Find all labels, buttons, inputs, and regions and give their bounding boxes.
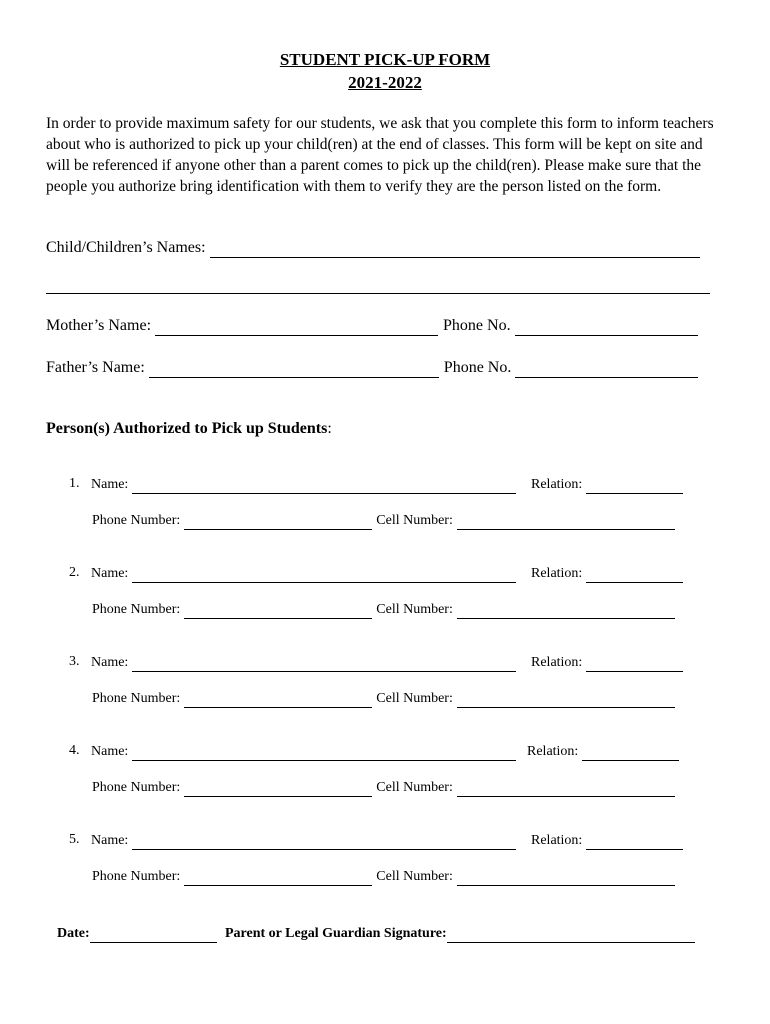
person-relation-line[interactable] (586, 480, 683, 494)
person-cell-line[interactable] (457, 694, 675, 708)
person-number: 1. (69, 476, 80, 491)
father-name-line[interactable] (149, 362, 439, 378)
authorized-section-label: Person(s) Authorized to Pick up Students (46, 420, 328, 437)
person-relation-field (531, 832, 683, 850)
person-relation-field (527, 743, 679, 761)
person-cell-label: Cell Number: (376, 780, 453, 795)
person-phone-line[interactable] (184, 694, 372, 708)
person-phone-label: Phone Number: (92, 513, 181, 528)
person-cell-line[interactable] (457, 516, 675, 530)
father-name-label: Father’s Name: (46, 359, 145, 376)
person-cell-label: Cell Number: (376, 691, 453, 706)
father-field (46, 358, 698, 378)
mother-phone-line[interactable] (515, 320, 698, 336)
person-number: 2. (69, 565, 80, 580)
person-cell-label: Cell Number: (376, 602, 453, 617)
person-phone-label: Phone Number: (92, 780, 181, 795)
father-phone-line[interactable] (515, 362, 698, 378)
date-field (57, 925, 217, 943)
person-cell-line[interactable] (457, 783, 675, 797)
person-phones-field (92, 512, 675, 530)
children-names-line[interactable] (210, 242, 700, 258)
person-phones-field (92, 690, 675, 708)
person-name-field (91, 565, 516, 583)
signature-field (225, 925, 695, 943)
mother-phone-label: Phone No. (443, 317, 511, 334)
children-names-field (46, 238, 700, 258)
person-number: 4. (69, 743, 80, 758)
father-phone-label: Phone No. (443, 359, 512, 376)
person-phone-line[interactable] (184, 516, 372, 530)
signature-label: Parent or Legal Guardian Signature: (225, 926, 447, 941)
person-name-line[interactable] (132, 480, 516, 494)
person-name-line[interactable] (132, 747, 516, 761)
person-phone-line[interactable] (184, 605, 372, 619)
person-relation-label: Relation: (531, 566, 583, 581)
person-number: 5. (69, 832, 80, 847)
person-relation-label: Relation: (531, 477, 583, 492)
form-year: 2021-2022 (348, 73, 422, 92)
person-relation-line[interactable] (586, 836, 683, 850)
person-phone-line[interactable] (184, 783, 372, 797)
person-relation-field (531, 654, 683, 672)
person-phone-label: Phone Number: (92, 869, 181, 884)
person-relation-label: Relation: (531, 655, 583, 670)
person-cell-label: Cell Number: (376, 869, 453, 884)
person-number: 3. (69, 654, 80, 669)
person-relation-label: Relation: (531, 833, 583, 848)
person-relation-line[interactable] (586, 658, 683, 672)
person-name-line[interactable] (132, 569, 516, 583)
mother-field (46, 316, 698, 336)
person-name-label: Name: (91, 744, 129, 759)
person-relation-field (531, 476, 683, 494)
person-phone-label: Phone Number: (92, 691, 181, 706)
person-phones-field (92, 601, 675, 619)
person-phones-field (92, 868, 675, 886)
person-relation-field (531, 565, 683, 583)
person-name-label: Name: (91, 566, 129, 581)
person-name-field (91, 476, 516, 494)
intro-paragraph: In order to provide maximum safety for our students, we ask that you complete this form to inform teachers about who is authorized to pick up your child(ren) at the end of classes. This form will be kept on site and will be referenced if anyone other than a parent comes to pick up the child(ren). Please make sure that the people you authorize bring identification with them to verify they are the person listed on the form. (46, 115, 714, 195)
date-line[interactable] (90, 929, 217, 943)
mother-name-label: Mother’s Name: (46, 317, 152, 334)
person-phones-field (92, 779, 675, 797)
person-phone-line[interactable] (184, 872, 372, 886)
person-cell-label: Cell Number: (376, 513, 453, 528)
person-name-line[interactable] (132, 836, 516, 850)
form-title: STUDENT PICK-UP FORM (279, 50, 491, 69)
person-cell-line[interactable] (457, 872, 675, 886)
person-name-line[interactable] (132, 658, 516, 672)
person-phone-label: Phone Number: (92, 602, 181, 617)
person-relation-line[interactable] (586, 569, 683, 583)
signature-line[interactable] (447, 929, 695, 943)
mother-name-line[interactable] (155, 320, 438, 336)
date-label: Date: (57, 926, 90, 941)
authorized-section-colon: : (327, 420, 332, 437)
person-name-label: Name: (91, 833, 129, 848)
children-names-label: Child/Children’s Names: (46, 239, 206, 256)
person-name-field (91, 654, 516, 672)
person-cell-line[interactable] (457, 605, 675, 619)
person-name-label: Name: (91, 477, 129, 492)
person-name-field (91, 832, 516, 850)
person-name-field (91, 743, 516, 761)
person-relation-label: Relation: (527, 744, 579, 759)
authorized-section-title (46, 420, 332, 438)
person-name-label: Name: (91, 655, 129, 670)
person-relation-line[interactable] (582, 747, 679, 761)
children-names-line-2[interactable] (46, 278, 710, 294)
